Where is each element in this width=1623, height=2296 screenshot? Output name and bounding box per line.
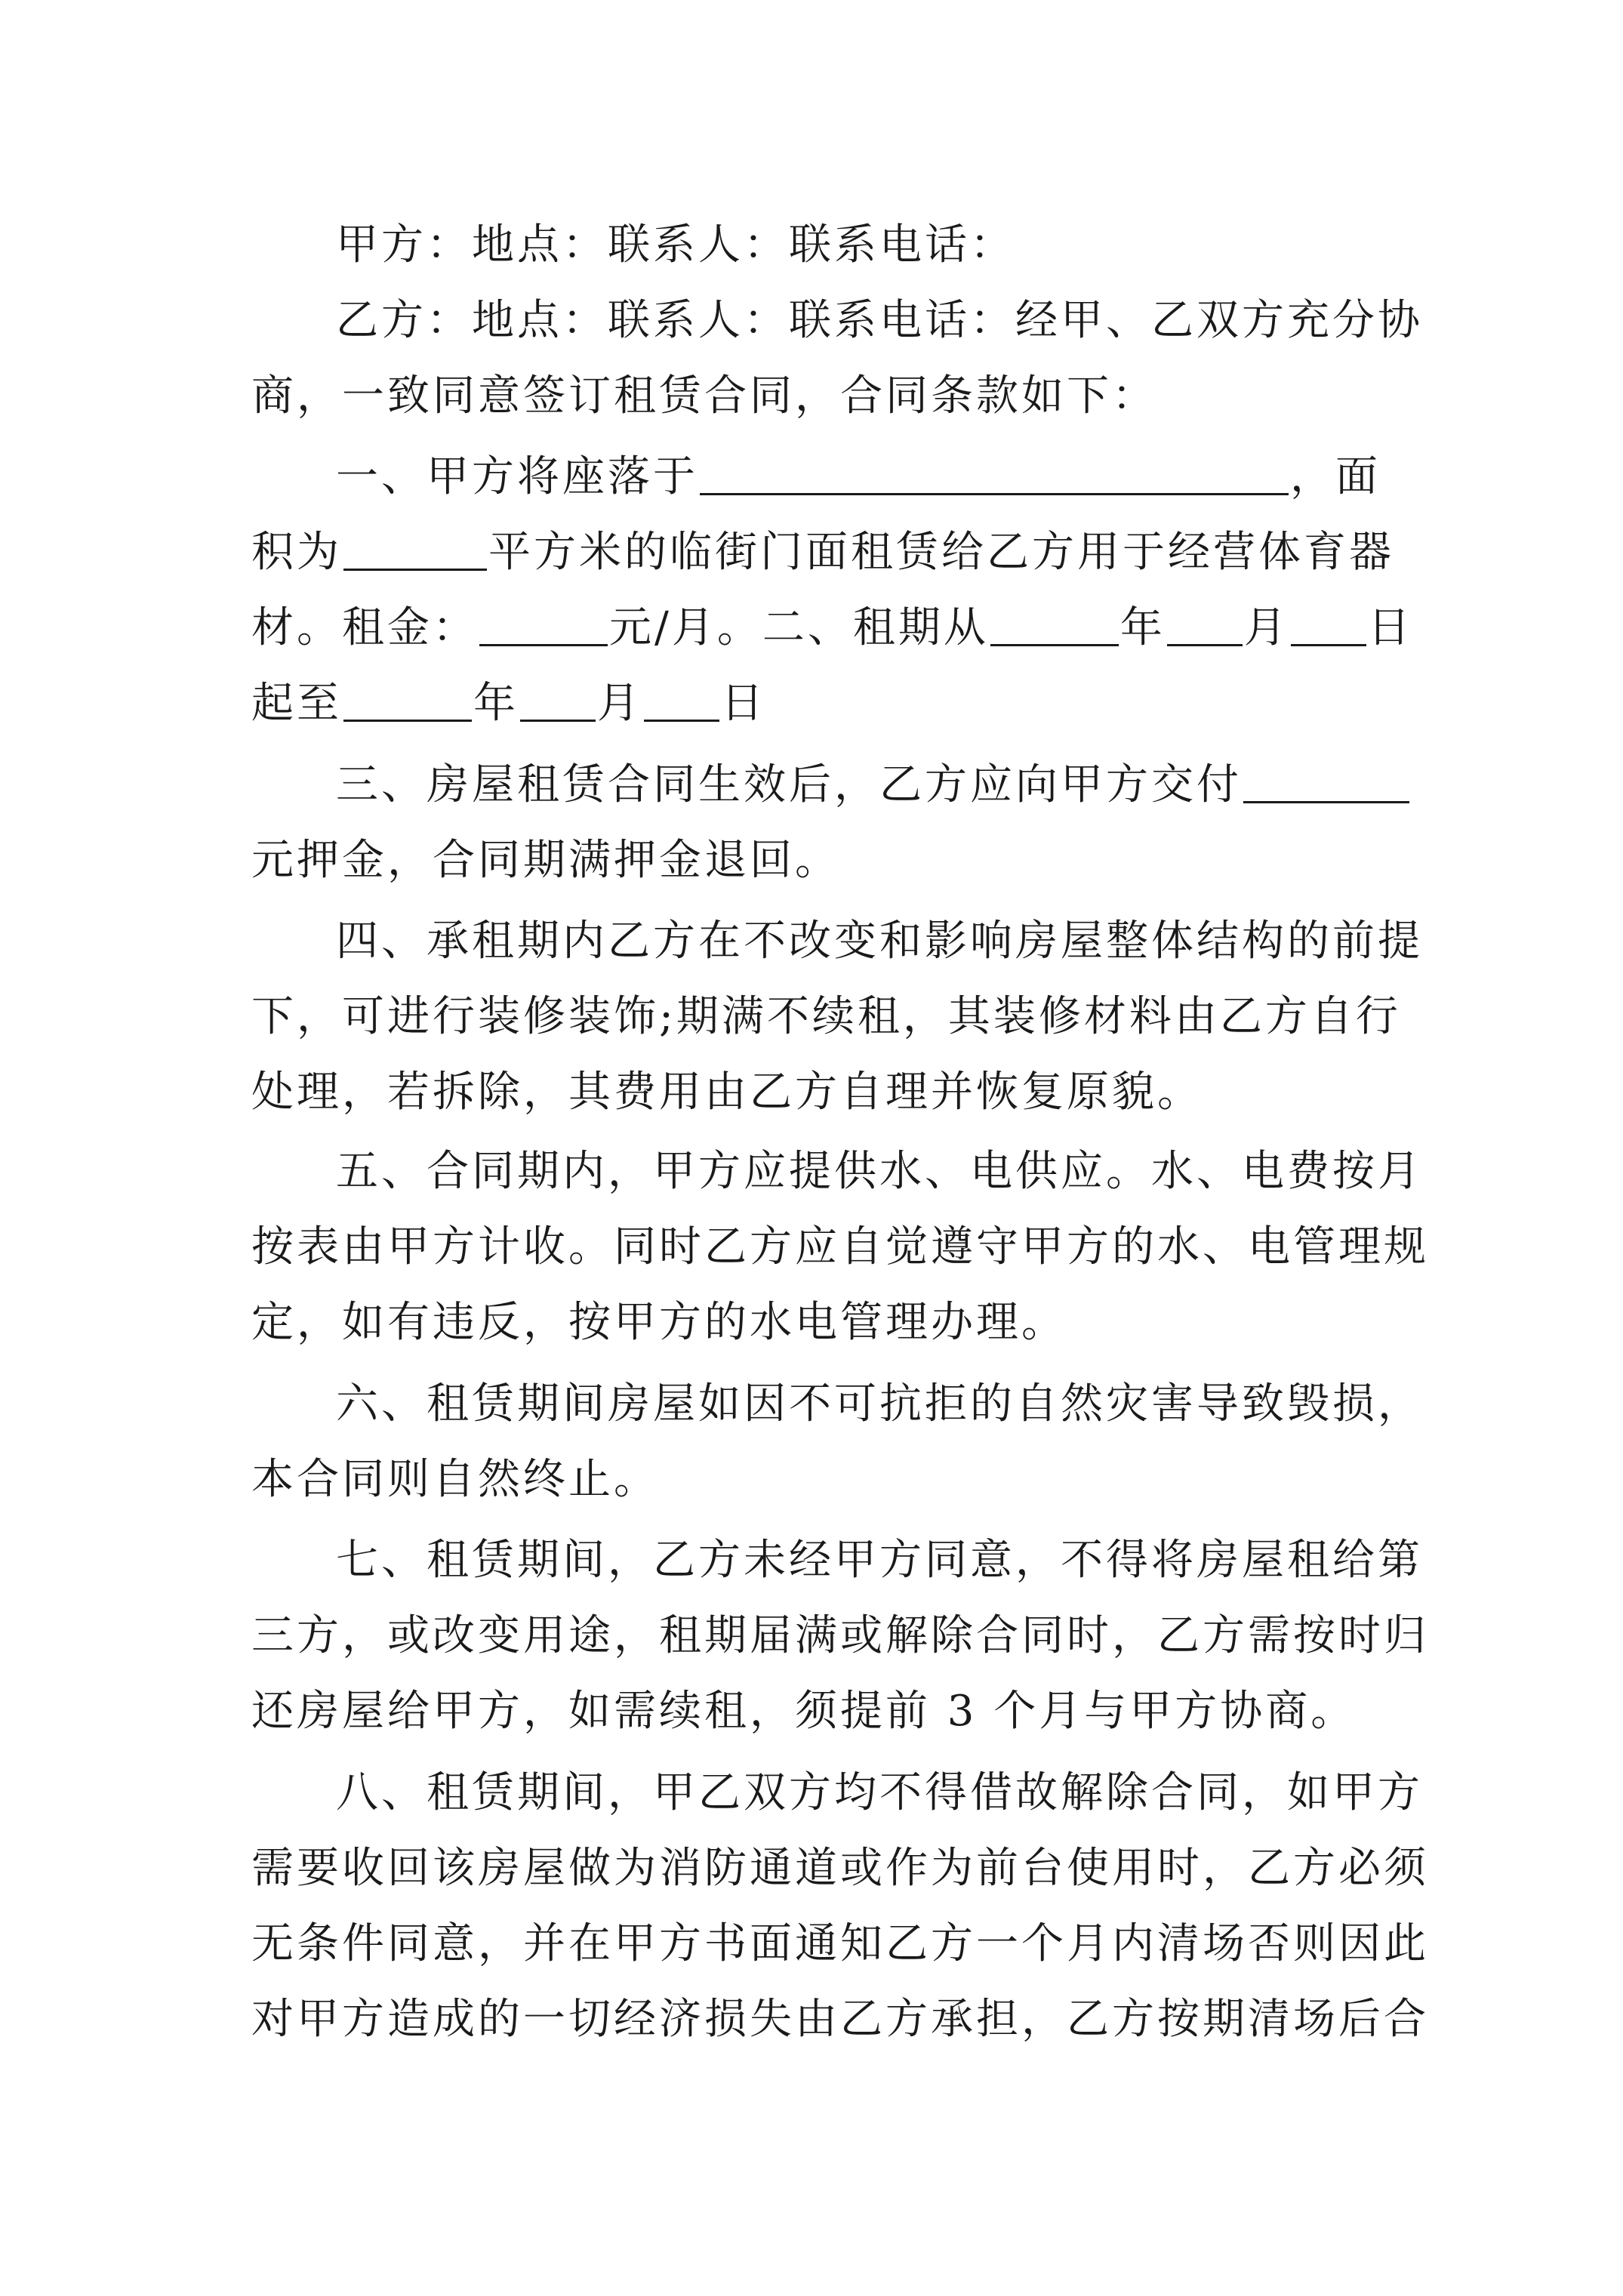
clause-3-text-2: 元押金，合同期满押金退回。 <box>251 836 840 885</box>
start-day-label: 日 <box>1367 603 1413 652</box>
clause-8-line-3 <box>251 1906 1429 1982</box>
end-month-label: 月 <box>597 679 642 728</box>
end-year-blank <box>343 674 472 722</box>
clause-7-line-3 <box>251 1674 1384 1749</box>
clause-5-line-3 <box>251 1285 1384 1361</box>
clause-8-text-1: 八、租赁期间，甲乙双方均不得借故解除合同，如甲方 <box>336 1768 1423 1817</box>
clause-8-line-2 <box>251 1831 1429 1906</box>
clause-4-text-1: 四、承租期内乙方在不改变和影响房屋整体结构的前提 <box>336 917 1423 966</box>
clause-7-text-1: 七、租赁期间，乙方未经甲方同意，不得将房屋租给第 <box>336 1536 1423 1585</box>
clause-3-line-2 <box>251 823 1384 898</box>
clause-6-text-2: 本合同则自然终止。 <box>251 1455 659 1504</box>
clause-1-line-4 <box>251 666 1384 741</box>
clause-7-text-2: 三方，或改变用途，租期届满或解除合同时，乙方需按时归 <box>251 1611 1429 1660</box>
clause-1-text-b: ，面 <box>1290 452 1381 501</box>
clause-1-text-c: 积为 <box>251 528 342 577</box>
clause-6-line-1 <box>336 1367 1423 1442</box>
end-day-label: 日 <box>721 679 766 728</box>
clause-8-line-4 <box>251 1982 1429 2057</box>
clause-8-text-2: 需要收回该房屋做为消防通道或作为前台使用时，乙方必须 <box>251 1844 1429 1893</box>
clause-1-text-a: 一、甲方将座落于 <box>336 452 698 501</box>
clause-3-line-1 <box>336 747 1384 823</box>
clause-1-text-f: 元/月。二、租期从 <box>609 603 989 652</box>
clause-1-line-1 <box>336 439 1384 515</box>
clause-5-line-2 <box>251 1210 1429 1285</box>
clause-8-text-4: 对甲方造成的一切经济损失由乙方承担，乙方按期清场后合 <box>251 1995 1429 2044</box>
clause-8-line-1 <box>336 1755 1423 1831</box>
end-day-blank <box>644 674 719 722</box>
location-blank <box>700 448 1289 495</box>
clause-7-line-2 <box>251 1598 1429 1674</box>
clause-6-line-2 <box>251 1442 1384 1518</box>
clause-5-line-1 <box>336 1134 1423 1210</box>
party-b-text-1: 乙方：地点：联系人：联系电话：经甲、乙双方充分协 <box>336 296 1423 345</box>
start-year-blank <box>990 599 1119 646</box>
clause-4-line-2 <box>251 979 1401 1055</box>
clause-7-text-3: 还房屋给甲方，如需续租，须提前 3 个月与甲方协商。 <box>251 1687 1357 1736</box>
start-month-blank <box>1167 599 1243 646</box>
clause-7-line-1 <box>336 1523 1423 1598</box>
clause-1-text-e: 材。租金： <box>251 603 478 652</box>
clause-4-line-1 <box>336 904 1423 979</box>
clause-5-text-3: 定，如有违反，按甲方的水电管理办理。 <box>251 1298 1067 1347</box>
clause-8-text-3: 无条件同意，并在甲方书面通知乙方一个月内清场否则因此 <box>251 1919 1429 1968</box>
clause-1-line-2 <box>251 515 1394 590</box>
start-year-label: 年 <box>1119 603 1166 652</box>
clause-1-line-3 <box>251 590 1413 666</box>
party-a-line <box>336 208 1384 283</box>
clause-5-text-2: 按表由甲方计收。同时乙方应自觉遵守甲方的水、电管理规 <box>251 1222 1429 1271</box>
party-b-text-2: 商，一致同意签订租赁合同，合同条款如下： <box>251 371 1157 421</box>
clause-4-line-3 <box>251 1055 1384 1130</box>
clause-5-text-1: 五、合同期内，甲方应提供水、电供应。水、电费按月 <box>336 1147 1423 1196</box>
end-month-blank <box>520 674 596 722</box>
clause-6-text-1: 六、租赁期间房屋如因不可抗拒的自然灾害导致毁损， <box>336 1379 1423 1428</box>
clause-1-text-g: 起至 <box>251 679 342 728</box>
area-blank <box>343 523 487 571</box>
clause-3-text-1: 三、房屋租赁合同生效后，乙方应向甲方交付 <box>336 760 1242 809</box>
clause-1-text-d: 平方米的临街门面租赁给乙方用于经营体育器 <box>488 528 1394 577</box>
start-month-label: 月 <box>1243 603 1289 652</box>
clause-4-text-3: 处理，若拆除，其费用由乙方自理并恢复原貌。 <box>251 1068 1203 1117</box>
party-b-line-1 <box>336 283 1423 359</box>
clause-4-text-2: 下，可进行装修装饰;期满不续租，其装修材料由乙方自行 <box>251 992 1401 1041</box>
end-year-label: 年 <box>473 679 519 728</box>
party-b-line-2 <box>251 359 1384 434</box>
party-a-text: 甲方：地点：联系人：联系电话： <box>336 220 1015 270</box>
start-day-blank <box>1291 599 1366 646</box>
deposit-blank <box>1243 756 1409 803</box>
rent-blank <box>479 599 608 646</box>
